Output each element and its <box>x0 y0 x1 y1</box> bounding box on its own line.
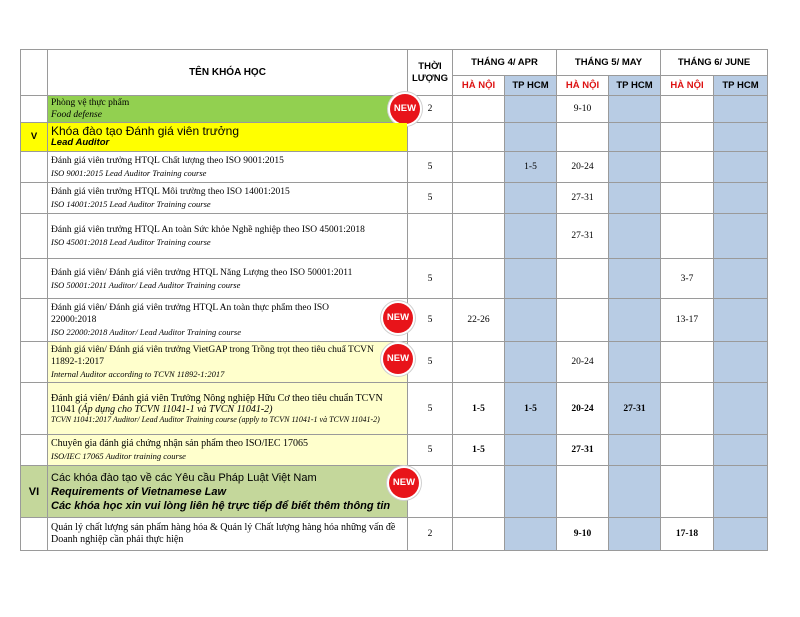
may-hanoi-cell: 9-10 <box>557 518 609 551</box>
apr-hcm-cell <box>505 466 557 518</box>
row-index-cell <box>21 518 48 551</box>
course-row-quality-management <box>21 518 768 551</box>
jun-hanoi-cell <box>661 214 714 259</box>
course-cell-food-defense <box>48 96 417 123</box>
may-hcm-cell <box>609 183 661 214</box>
course-row-iso50001 <box>21 259 768 299</box>
header-jun-hanoi: HÀ NỘI <box>661 76 714 96</box>
apr-hanoi-cell <box>453 466 505 518</box>
duration-cell: 2 <box>408 96 453 123</box>
course-row-vietgap <box>21 342 768 383</box>
course-row-iec17065 <box>21 435 768 466</box>
apr-hanoi-cell <box>453 342 505 383</box>
course-title-vn: Phòng vệ thực phẩm <box>51 98 130 108</box>
header-month-jun: THÁNG 6/ JUNE <box>661 50 768 76</box>
course-cell <box>48 342 408 383</box>
may-hanoi-cell: 20-24 <box>557 342 609 383</box>
course-cell <box>48 214 408 259</box>
duration-cell: 5 <box>408 152 453 183</box>
row-index-cell <box>21 435 48 466</box>
jun-hanoi-cell <box>661 383 714 435</box>
duration-cell: 2 <box>408 518 453 551</box>
may-hanoi-cell: 27-31 <box>557 183 609 214</box>
may-hcm-cell <box>609 466 661 518</box>
apr-hcm-cell: 1-5 <box>505 383 557 435</box>
header-apr-hanoi: HÀ NỘI <box>453 76 505 96</box>
course-row-iso45001 <box>21 214 768 259</box>
may-hcm-cell <box>609 518 661 551</box>
section-title-en: Lead Auditor <box>51 137 110 148</box>
jun-hanoi-cell <box>661 435 714 466</box>
jun-hcm-cell <box>714 259 768 299</box>
header-month-apr: THÁNG 4/ APR <box>453 50 557 76</box>
row-index-cell <box>21 183 48 214</box>
may-hanoi-cell: 9-10 <box>557 96 609 123</box>
may-hcm-cell <box>609 259 661 299</box>
header-row-months <box>21 50 768 76</box>
may-hanoi-cell <box>557 466 609 518</box>
apr-hcm-cell <box>505 183 557 214</box>
apr-hcm-cell <box>505 435 557 466</box>
header-month-may: THÁNG 5/ MAY <box>557 50 661 76</box>
apr-hcm-cell <box>505 299 557 342</box>
new-badge: NEW <box>383 344 413 374</box>
header-course-name: TÊN KHÓA HỌC <box>48 50 408 96</box>
jun-hanoi-cell: 17-18 <box>661 518 714 551</box>
course-title-vn: Đánh giá viên/ Đánh giá viên trưởng HTQL Năng Lượng theo ISO 50001:2011 <box>51 267 353 278</box>
jun-hanoi-cell: 3-7 <box>661 259 714 299</box>
row-index-cell <box>21 96 48 123</box>
course-title-vn: Đánh giá viên/ Đánh giá viên trưởng VietGAP trong Trồng trọt theo tiêu chuẩ TCVN 11892-1:2017 <box>51 345 374 367</box>
may-hcm-cell <box>609 342 661 383</box>
duration-cell: 5 <box>408 299 453 342</box>
apr-hanoi-cell: 22-26 <box>453 299 505 342</box>
duration-cell: 5 <box>408 259 453 299</box>
training-schedule-table <box>20 49 768 551</box>
may-hcm-cell <box>609 299 661 342</box>
apr-hanoi-cell: 1-5 <box>453 383 505 435</box>
jun-hanoi-cell: 13-17 <box>661 299 714 342</box>
jun-hcm-cell <box>714 466 768 518</box>
apr-hcm-cell <box>505 259 557 299</box>
jun-hanoi-cell <box>661 123 714 152</box>
jun-hanoi-cell <box>661 342 714 383</box>
course-title-vn: Đánh giá viên trưởng HTQL An toàn Sức khỏe Nghề nghiệp theo ISO 45001:2018 <box>51 225 365 235</box>
header-duration-line1: THỜI <box>418 60 442 72</box>
jun-hanoi-cell <box>661 183 714 214</box>
course-title-vn: Đánh giá viên/ Đánh giá viên trưởng HTQL An toàn thực phẩm theo ISO 22000:2018 <box>51 303 330 325</box>
course-row-organic <box>21 383 768 435</box>
may-hanoi-cell: 27-31 <box>557 214 609 259</box>
course-cell <box>48 259 408 299</box>
course-cell <box>48 183 408 214</box>
duration-cell: 5 <box>408 435 453 466</box>
apr-hanoi-cell <box>453 123 505 152</box>
apr-hcm-cell <box>505 342 557 383</box>
course-cell <box>48 383 408 435</box>
course-row-food-defense <box>21 96 768 123</box>
may-hcm-cell <box>609 435 661 466</box>
duration-cell: 5 <box>408 183 453 214</box>
apr-hcm-cell: 1-5 <box>505 152 557 183</box>
apr-hcm-cell <box>505 96 557 123</box>
row-index-cell <box>21 299 48 342</box>
row-index-cell <box>21 214 48 259</box>
jun-hcm-cell <box>714 383 768 435</box>
row-index-cell <box>21 383 48 435</box>
may-hanoi-cell: 20-24 <box>557 152 609 183</box>
course-title-en: Food defense <box>51 110 102 120</box>
apr-hanoi-cell <box>453 259 505 299</box>
new-badge: NEW <box>383 303 413 333</box>
jun-hcm-cell <box>714 152 768 183</box>
header-duration <box>408 50 453 96</box>
course-cell <box>48 152 408 183</box>
duration-cell: 5 <box>408 383 453 435</box>
header-may-hanoi: HÀ NỘI <box>557 76 609 96</box>
course-title-en: ISO 14001:2015 Lead Auditor Training course <box>51 199 211 209</box>
course-title-en: Internal Auditor according to TCVN 11892-1:2017 <box>51 369 225 379</box>
course-title-en: ISO 45001:2018 Lead Auditor Training course <box>51 237 211 247</box>
course-title-en: ISO/IEC 17065 Auditor training course <box>51 451 186 461</box>
may-hcm-cell <box>609 123 661 152</box>
course-cell <box>48 518 408 551</box>
jun-hcm-cell <box>714 183 768 214</box>
row-index-cell <box>21 342 48 383</box>
section-number: V <box>21 123 48 152</box>
jun-hanoi-cell <box>661 96 714 123</box>
course-title-en: TCVN 11041:2017 Auditor/ Lead Auditor Training course (apply to TCVN 11041-1 và TCVN 11041-2) <box>51 414 380 424</box>
row-index-cell <box>21 152 48 183</box>
course-title-vn: Đánh giá viên trưởng HTQL Môi trường theo ISO 14001:2015 <box>51 187 290 197</box>
apr-hcm-cell <box>505 214 557 259</box>
new-badge: NEW <box>389 468 419 498</box>
may-hanoi-cell <box>557 123 609 152</box>
jun-hcm-cell <box>714 342 768 383</box>
jun-hanoi-cell <box>661 152 714 183</box>
section-title-vn: Các khóa đào tạo về các Yêu cầu Pháp Luật Việt Nam <box>51 471 317 484</box>
may-hcm-cell <box>609 152 661 183</box>
course-title-vn <box>51 393 404 415</box>
section-title-vn: Khóa đào tạo Đánh giá viên trưởng <box>51 124 240 138</box>
section-note: Các khóa học xin vui lòng liên hệ trực tiếp để biết thêm thông tin <box>51 499 391 512</box>
jun-hcm-cell <box>714 214 768 259</box>
jun-hcm-cell <box>714 435 768 466</box>
section-row-v <box>21 123 768 152</box>
course-title-vn-note: (Áp dụng cho TCVN 11041-1 và TVCN 11041-2) <box>78 403 273 415</box>
new-badge: NEW <box>390 94 420 124</box>
may-hcm-cell <box>609 214 661 259</box>
course-title-vn: Đánh giá viên trưởng HTQL Chất lượng theo ISO 9001:2015 <box>51 156 284 166</box>
course-row-iso22000 <box>21 299 768 342</box>
apr-hanoi-cell: 1-5 <box>453 435 505 466</box>
apr-hanoi-cell <box>453 152 505 183</box>
may-hanoi-cell <box>557 259 609 299</box>
may-hanoi-cell: 20-24 <box>557 383 609 435</box>
header-may-hcm: TP HCM <box>609 76 661 96</box>
section-title-cell <box>48 123 408 152</box>
may-hcm-cell <box>609 96 661 123</box>
apr-hanoi-cell <box>453 96 505 123</box>
course-title-en: ISO 22000:2018 Auditor/ Lead Auditor Training course <box>51 327 242 337</box>
course-row-iso9001 <box>21 152 768 183</box>
section-row-vi <box>21 466 768 518</box>
section-number: VI <box>21 466 48 518</box>
jun-hanoi-cell <box>661 466 714 518</box>
may-hcm-cell: 27-31 <box>609 383 661 435</box>
header-apr-hcm: TP HCM <box>505 76 557 96</box>
course-row-iso14001 <box>21 183 768 214</box>
jun-hcm-cell <box>714 123 768 152</box>
course-title-vn: Quản lý chất lượng sản phẩm hàng hóa & Quản lý Chất lượng hàng hóa những vấn đề Doanh nghiệp cần phải thực hiện <box>51 522 396 545</box>
apr-hanoi-cell <box>453 214 505 259</box>
course-title-vn-main: Đánh giá viên/ Đánh giá viên Trưởng Nông nghiệp Hữu Cơ theo tiêu chuẩn TCVN 11041 <box>51 392 383 415</box>
header-index-cell <box>21 50 48 96</box>
header-duration-line2: LƯỢNG <box>411 72 449 84</box>
section-title-cell <box>48 466 416 518</box>
apr-hcm-cell <box>505 123 557 152</box>
duration-cell <box>408 123 453 152</box>
jun-hcm-cell <box>714 96 768 123</box>
course-title-en: ISO 50001:2011 Auditor/ Lead Auditor Training course <box>51 279 241 290</box>
course-cell <box>48 435 408 466</box>
duration-cell <box>408 214 453 259</box>
section-title-en: Requirements of Vietnamese Law <box>51 485 227 498</box>
may-hanoi-cell: 27-31 <box>557 435 609 466</box>
apr-hanoi-cell <box>453 518 505 551</box>
apr-hcm-cell <box>505 518 557 551</box>
apr-hanoi-cell <box>453 183 505 214</box>
header-jun-hcm: TP HCM <box>714 76 768 96</box>
jun-hcm-cell <box>714 299 768 342</box>
may-hanoi-cell <box>557 299 609 342</box>
course-cell <box>48 299 408 342</box>
row-index-cell <box>21 259 48 299</box>
course-title-vn: Chuyên gia đánh giá chứng nhận sản phẩm theo ISO/IEC 17065 <box>51 438 309 449</box>
duration-cell: 5 <box>408 342 453 383</box>
course-title-en: ISO 9001:2015 Lead Auditor Training course <box>51 168 207 178</box>
jun-hcm-cell <box>714 518 768 551</box>
